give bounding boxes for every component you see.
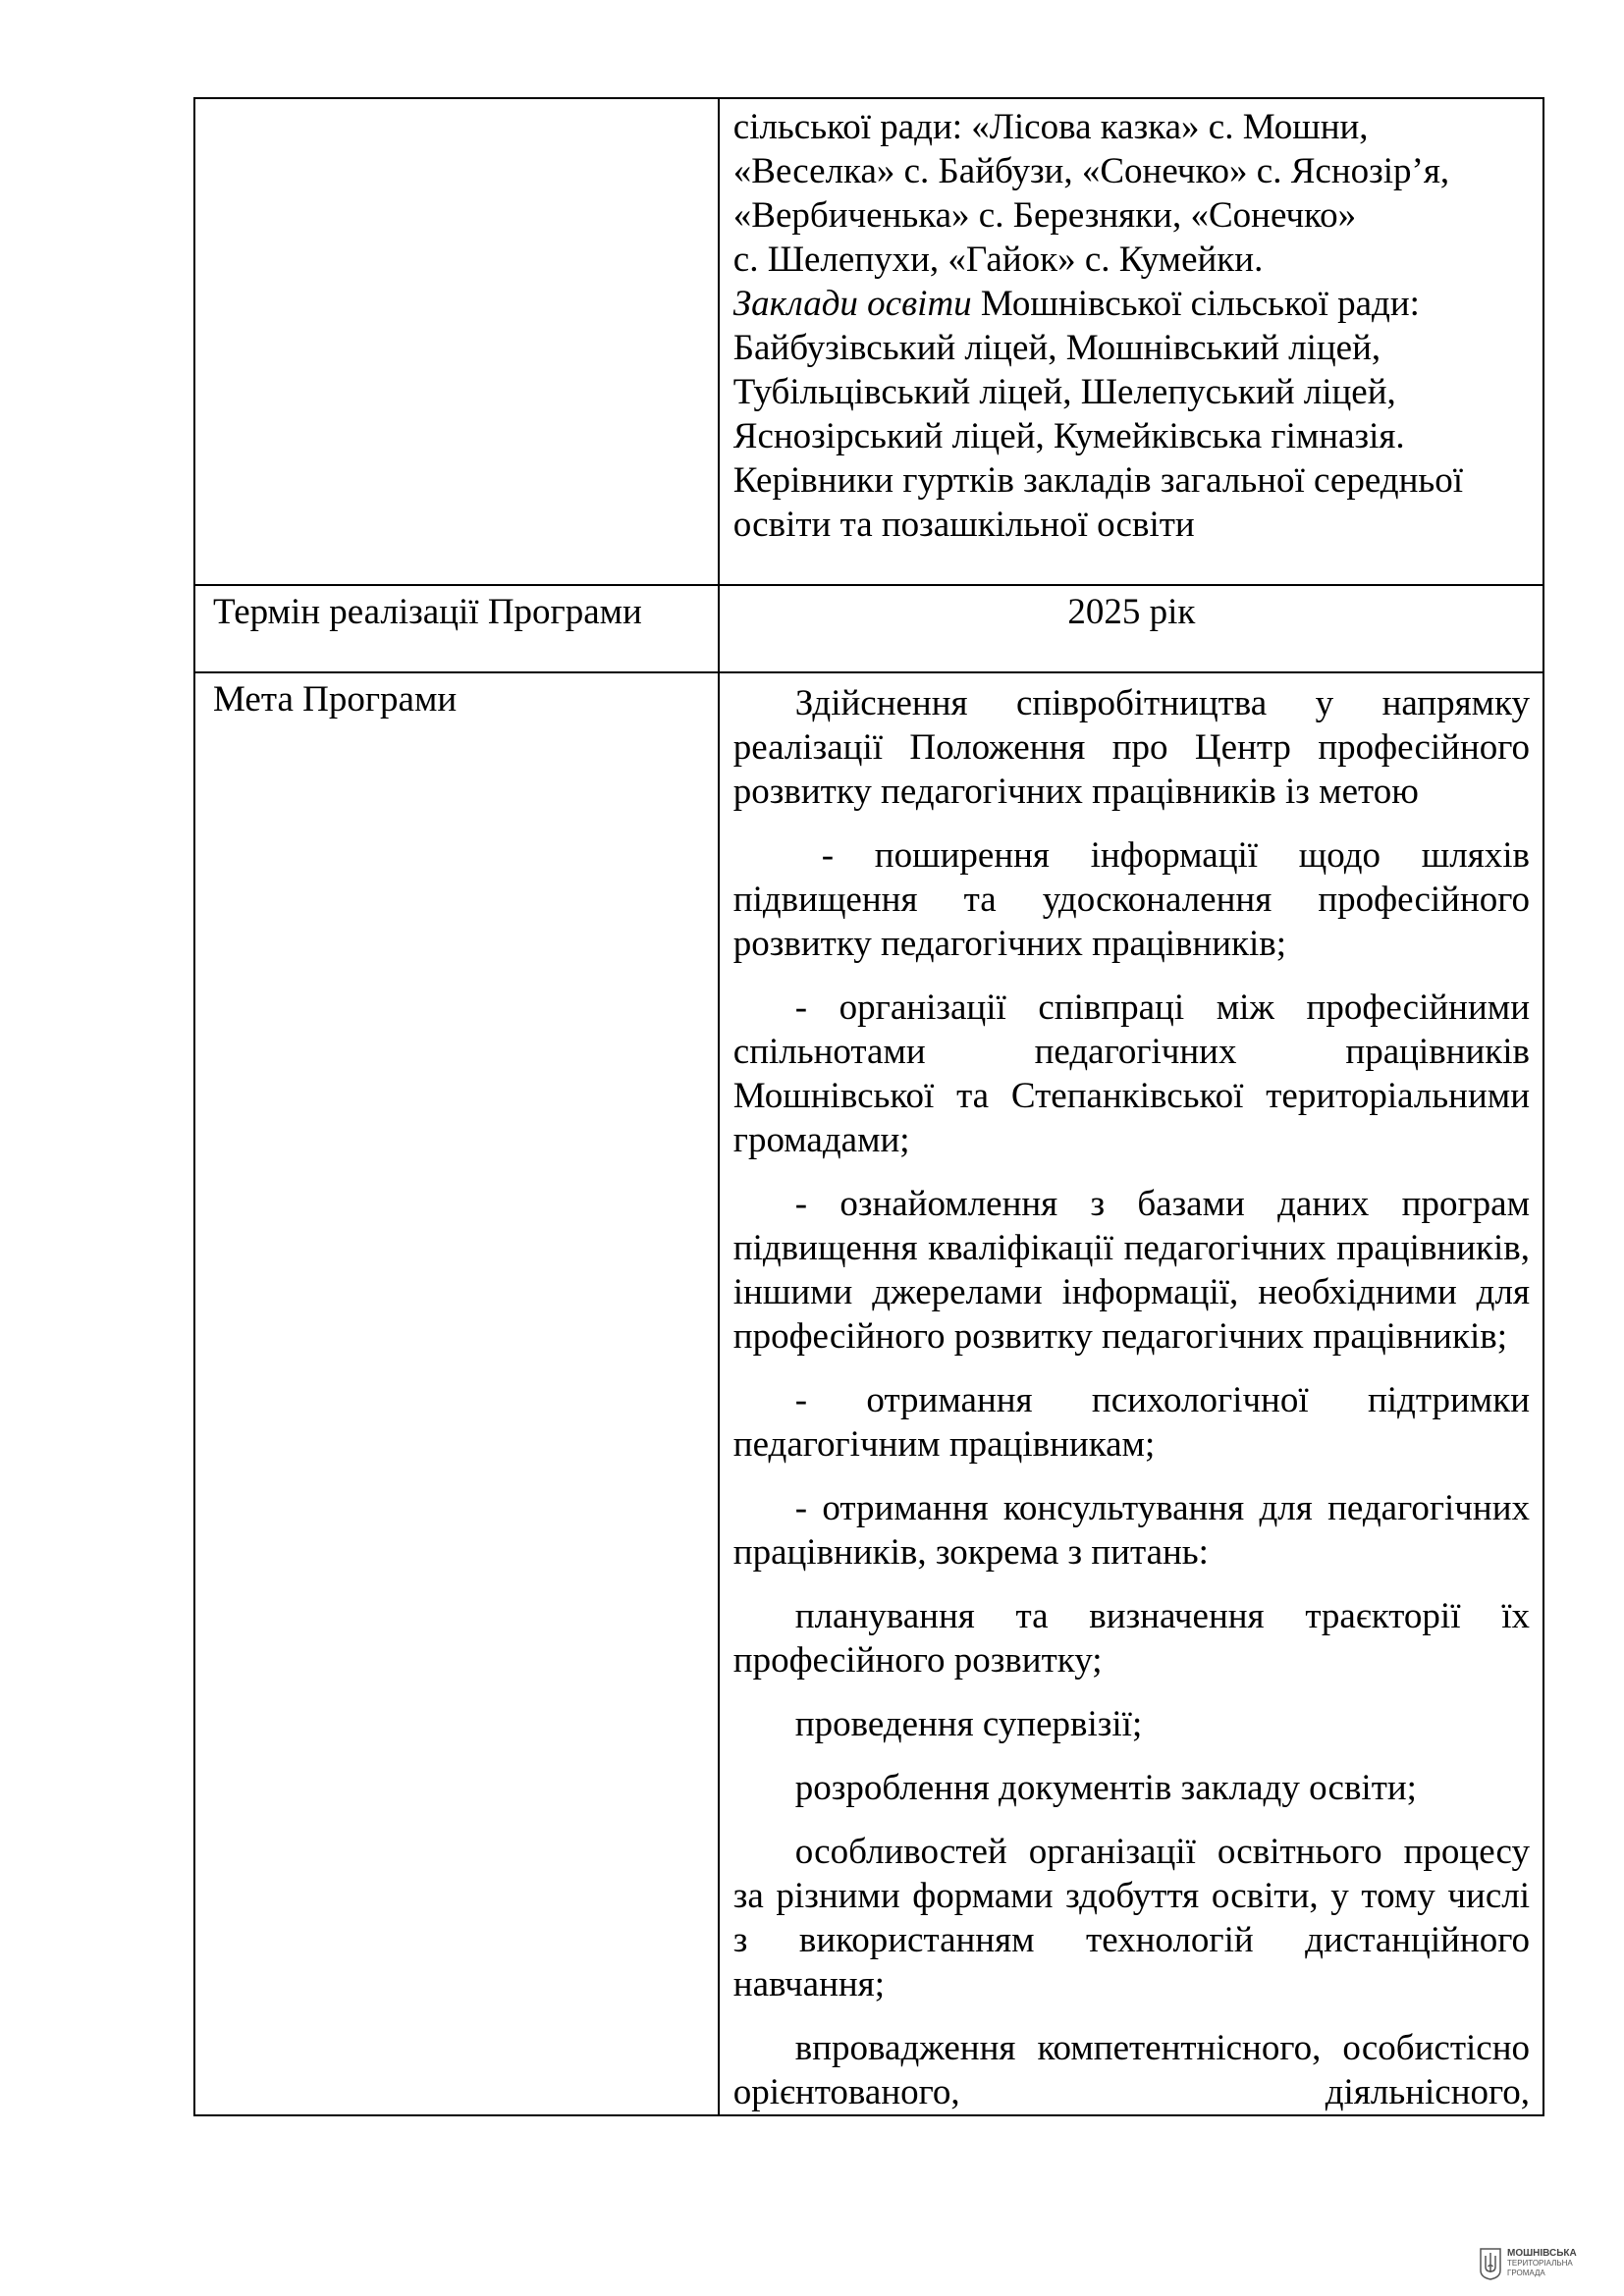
- institutions-heading-line: [733, 282, 1530, 326]
- executors-line: сільської ради: «Лісова казка» с. Мошни,: [732, 107, 1369, 147]
- institutions-line: Керівники гуртків закладів загальної середньої: [732, 460, 1464, 501]
- logo-title: МОШНІВСЬКА: [1507, 2248, 1577, 2259]
- executors-label-cell: [194, 98, 719, 585]
- executors-line: «Веселка» с. Байбузи, «Сонечко» с. Яснозір’я,: [732, 151, 1450, 191]
- institutions-line: Байбузівський ліцей, Мошнівський ліцей,: [732, 328, 1381, 368]
- goal-paragraph: проведення супервізії;: [794, 1704, 1143, 1744]
- goal-label: Мета Програми: [194, 672, 719, 2115]
- logo-subtitle-2: ГРОМАДА: [1507, 2269, 1545, 2277]
- logo-subtitle-1: ТЕРИТОРІАЛЬНА: [1507, 2259, 1573, 2268]
- executors-value-cell: [719, 98, 1543, 585]
- table-row-executors: [194, 98, 1543, 585]
- institutions-italic: Заклади освіти: [732, 284, 972, 324]
- goal-paragraph: - поширення інформації щодо шляхів підвищення та удосконалення професійного розвитку педагогічних працівників;: [732, 835, 1530, 964]
- institutions-line: освіти та позашкільної освіти: [732, 505, 1195, 545]
- term-label: Термін реалізації Програми: [194, 585, 719, 672]
- goal-paragraph: - організації співпраці між професійними спільнотами педагогічних працівників Мошнівської та Степанківської територіальними громадами;: [732, 988, 1530, 1160]
- trident-emblem-icon: [1480, 2247, 1501, 2280]
- goal-paragraph: планування та визначення траєкторії їх професійного розвитку;: [732, 1596, 1530, 1681]
- goal-value-cell: [719, 672, 1543, 2115]
- goal-paragraph: особливостей організації освітнього процесу за різними формами здобуття освіти, у тому числі з використанням технологій дистанційного навчання;: [732, 1832, 1530, 2004]
- community-logo: [1480, 2244, 1588, 2283]
- term-value: 2025 рік: [719, 585, 1543, 672]
- goal-paragraph: впровадження компетентнісного, особистісно орієнтованого, діяльнісного,: [732, 2028, 1530, 2112]
- institutions-rest: Мошнівської сільської ради:: [971, 284, 1420, 324]
- executors-line: «Вербиченька» с. Березняки, «Сонечко»: [732, 195, 1357, 236]
- goal-paragraph: - отримання психологічної підтримки педагогічним працівникам;: [732, 1380, 1530, 1465]
- executors-line: с. Шелепухи, «Гайок» с. Кумейки.: [732, 240, 1264, 280]
- goal-paragraph: - отримання консультування для педагогічних працівників, зокрема з питань:: [732, 1488, 1530, 1573]
- table-row-term: [194, 585, 1543, 672]
- program-passport-table: [193, 97, 1544, 2116]
- institutions-line: Тубільцівський ліцей, Шелепуський ліцей,: [732, 372, 1396, 412]
- table-row-goal: [194, 672, 1543, 2115]
- institutions-line: Яснозірський ліцей, Кумейківська гімназія.: [732, 416, 1405, 456]
- goal-paragraph: - ознайомлення з базами даних програм підвищення кваліфікації педагогічних працівників, іншими джерелами інформації, необхідними для професійного розвитку педагогічних працівників;: [732, 1184, 1530, 1357]
- goal-paragraph: Здійснення співробітництва у напрямку реалізації Положення про Центр професійного розвитку педагогічних працівників із метою: [732, 683, 1530, 812]
- goal-paragraph: розроблення документів закладу освіти;: [794, 1768, 1417, 1808]
